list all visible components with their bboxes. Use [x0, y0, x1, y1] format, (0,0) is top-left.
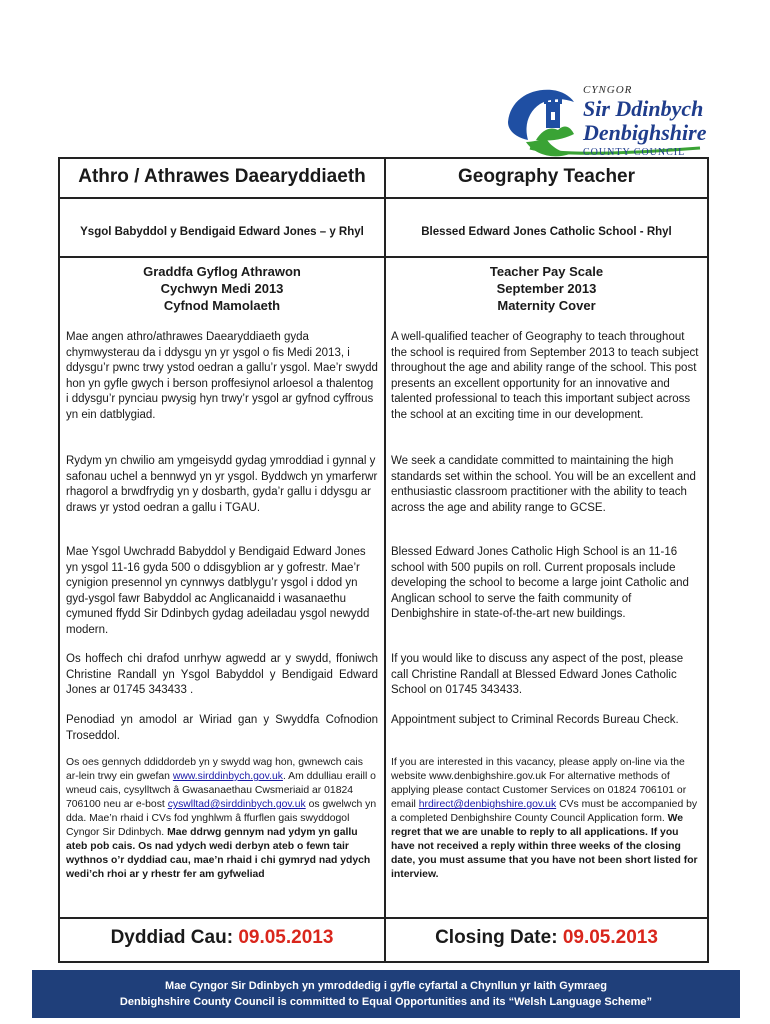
welsh-regret-notice: Mae ddrwg gennym nad ydym yn gallu ateb pob cais. Os nad ydych wedi derbyn ateb o fewn tair wythnos o’r dyddiad cau, mae’n rhaid i chi gymryd nad ydych wedi’ch rhoi ar y rhestr fer am gyfweliad [66, 827, 371, 880]
english-paragraph-1: A well-qualified teacher of Geography to teach throughout the school is required from September 2013 to teach subject throughout the age and ability range of the school. This post presents an excellent opportunity for an innovative and talented professional to teach this important subject across the school at an exciting time in our development. [391, 331, 699, 421]
english-cover-type: Maternity Cover [497, 298, 596, 313]
english-pay-info [391, 263, 702, 314]
welsh-school-name: Ysgol Babyddol y Bendigaid Edward Jones – y Rhyl [80, 226, 364, 238]
english-closing-label: Closing Date: [435, 927, 558, 948]
welsh-cover-type: Cyfnod Mamolaeth [163, 298, 281, 313]
welsh-job-title: Athro / Athrawes Daearyddiaeth [78, 166, 366, 187]
english-closing-value: 09.05.2013 [562, 927, 658, 948]
english-regret-notice: We regret that we are unable to reply to all applications. If you have not received a reply within three weeks of the closing date, you must assume that you have not been short listed for interview. [391, 813, 698, 880]
welsh-apply-text-1: Os oes gennych ddiddordeb yn y swydd wag hon, gwnewch cais ar-lein trwy ein gwefan [66, 757, 363, 782]
logo-cyngor: CYNGOR [583, 84, 633, 96]
welsh-apply-text-3: os gwelwch yn dda. Mae’n rhaid i CVs fod ynghlwm â ffurflen gais swyddogol Cyngor Sir Ddinbych. [66, 799, 377, 838]
welsh-paragraph-3: Mae Ysgol Uwchradd Babyddol y Bendigaid Edward Jones yn ysgol 11-16 gyda 500 o ddisgyblion ar y gofrestr. Mae’r cynigion presennol yn cynnwys datblygu’r ysgol i ddod yn gyd-ysgol fawr Babyddol ac Anglicanaidd i wasanaethu cymuned ffydd Sir Ddinbych gydag adeiladau ysgol newydd modern. [66, 546, 370, 636]
welsh-apply-text-2: . Am ddulliau eraill o wneud cais, cysylltwch â Gwasanaethau Cwsmeriaid ar 01824 706100 neu ar e-bost [66, 771, 376, 810]
english-job-title: Geography Teacher [457, 166, 636, 187]
english-closing-date [391, 927, 702, 949]
welsh-apply-block [66, 756, 378, 882]
welsh-paragraph-5: Penodiad yn amodol ar Wiriad gan y Swyddfa Cofnodion Troseddol. [66, 714, 378, 742]
welsh-paragraph-2: Rydym yn chwilio am ymgeisydd gydag ymroddiad i gynnal y safonau uchel a bennwyd yn yr ysgol. Byddwch yn ymarferwr rhagorol a brwdfrydig yn y dosbarth, gyda’r gallu i ddysgu ar draws yr ystod oedran a gallu i TGAU. [66, 455, 378, 514]
english-email-link[interactable]: hrdirect@denbighshire.gov.uk [418, 799, 557, 810]
welsh-closing-value: 09.05.2013 [238, 927, 334, 948]
footer-welsh-line: Mae Cyngor Sir Ddinbych yn ymroddedig i gyfle cyfartal a Chynllun yr Iaith Gymraeg [165, 980, 607, 992]
english-paragraph-4: If you would like to discuss any aspect of the post, please call Christine Randall at Blessed Edward Jones Catholic School on 01745 343433. [391, 653, 684, 697]
title-rule [58, 197, 709, 199]
english-school-name: Blessed Edward Jones Catholic School - Rhyl [421, 226, 672, 238]
logo-hills-green [536, 127, 574, 141]
english-paragraph-3: Blessed Edward Jones Catholic High School is an 11-16 school with 500 pupils on roll. Current proposals include developing the school to become a large joint Catholic and Anglican school to serve the faith community of Denbighshire in state-of-the-art new buildings. [391, 546, 689, 621]
english-apply-text-1: If you are interested in this vacancy, please apply on-line via the website www.denbighshire.gov.uk For alternative methods of applying please contact Customer Services on 01824 706101 or email [391, 757, 687, 810]
school-rule [58, 256, 709, 258]
logo-county-council: COUNTY COUNCIL [583, 147, 686, 158]
logo-denbighshire: Denbighshire [583, 120, 707, 145]
footer-english-line: Denbighshire County Council is committed to Equal Opportunities and its “Welsh Language Scheme” [119, 996, 653, 1008]
welsh-paragraph-4: Os hoffech chi drafod unrhyw agwedd ar y swydd, ffoniwch Christine Randall yn Ysgol Babyddol y Bendigaid Edward Jones ar 01745 343433 . [66, 653, 378, 697]
english-start-date: September 2013 [496, 281, 597, 296]
logo-sir-ddinbych: Sir Ddinbych [583, 96, 704, 121]
english-paragraph-5: Appointment subject to Criminal Records Bureau Check. [391, 714, 679, 726]
welsh-website-link[interactable]: www.sirddinbych.gov.uk [172, 771, 283, 782]
english-pay-scale: Teacher Pay Scale [489, 264, 604, 279]
english-apply-block [391, 756, 702, 882]
welsh-pay-scale: Graddfa Gyflog Athrawon [143, 264, 301, 279]
column-divider [384, 157, 386, 963]
welsh-paragraph-1: Mae angen athro/athrawes Daearyddiaeth gyda chymwysterau da i ddysgu yn yr ysgol o fis Medi 2013, i ddysgu’r pwnc trwy ystod oedran a gallu’r ysgol. Mae’r swydd hon yn gyfle gwych i berson proffesiynol arloesol a thalentog i ddysgu’r pynciau pwysig hyn trwy’r ysgol ar gyfnod cyffrous yn ein datblygiad. [66, 331, 378, 421]
welsh-email-link[interactable]: cyswlltad@sirddinbych.gov.uk [167, 799, 306, 810]
english-apply-text-2: CVs must be accompanied by a completed Denbighshire County Council Application form. [391, 799, 698, 824]
welsh-closing-label: Dyddiad Cau: [110, 927, 234, 948]
english-paragraph-2: We seek a candidate committed to maintaining the high standards set within the school. You will be an excellent and enthusiastic classroom practitioner with the ability to teach across the age and ability range to GCSE. [391, 455, 696, 514]
welsh-pay-info [66, 263, 378, 314]
welsh-closing-date [66, 927, 378, 949]
equal-opportunities-footer [32, 970, 740, 1018]
welsh-start-date: Cychwyn Medi 2013 [160, 281, 284, 296]
closing-rule [58, 917, 709, 919]
